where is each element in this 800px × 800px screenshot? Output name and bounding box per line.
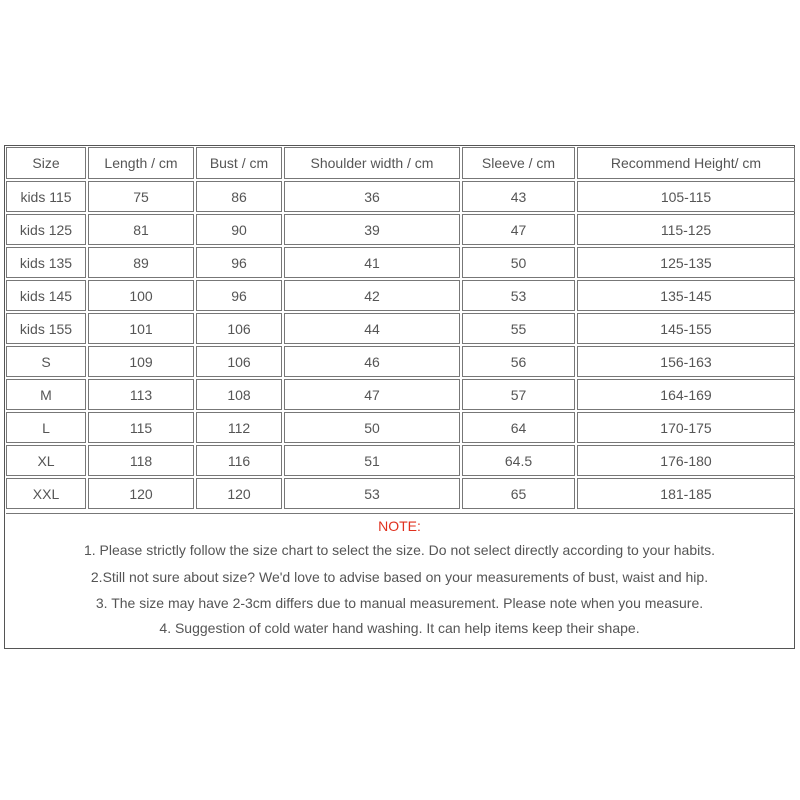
cell-shoulder-width: 36 — [284, 181, 460, 212]
table-row — [6, 181, 795, 212]
cell-bust: 96 — [196, 280, 282, 311]
table-row — [6, 445, 795, 476]
cell-shoulder-width: 46 — [284, 346, 460, 377]
table-row — [6, 478, 795, 509]
header-sleeve: Sleeve / cm — [462, 147, 575, 179]
header-shoulder-width: Shoulder width / cm — [284, 147, 460, 179]
header-recommend-height: Recommend Height/ cm — [577, 147, 795, 179]
table-row — [6, 412, 795, 443]
cell-recommend-height: 176-180 — [577, 445, 795, 476]
cell-bust: 90 — [196, 214, 282, 245]
cell-recommend-height: 115-125 — [577, 214, 795, 245]
note-line-2: 2.Still not sure about size? We'd love to advise based on your measurements of bust, waist and hip. — [90, 569, 709, 585]
cell-length: 120 — [88, 478, 194, 509]
cell-shoulder-width: 53 — [284, 478, 460, 509]
note-title: NOTE: — [378, 518, 421, 534]
cell-sleeve: 56 — [462, 346, 575, 377]
cell-length: 81 — [88, 214, 194, 245]
cell-bust: 108 — [196, 379, 282, 410]
cell-recommend-height: 145-155 — [577, 313, 795, 344]
table-row — [6, 313, 795, 344]
cell-sleeve: 53 — [462, 280, 575, 311]
cell-size: S — [6, 346, 86, 377]
cell-sleeve: 65 — [462, 478, 575, 509]
cell-size: kids 155 — [6, 313, 86, 344]
cell-length: 89 — [88, 247, 194, 278]
table-row — [6, 247, 795, 278]
cell-sleeve: 55 — [462, 313, 575, 344]
cell-recommend-height: 164-169 — [577, 379, 795, 410]
cell-recommend-height: 156-163 — [577, 346, 795, 377]
cell-shoulder-width: 51 — [284, 445, 460, 476]
header-size: Size — [6, 147, 86, 179]
cell-length: 75 — [88, 181, 194, 212]
cell-bust: 112 — [196, 412, 282, 443]
cell-bust: 120 — [196, 478, 282, 509]
header-bust: Bust / cm — [196, 147, 282, 179]
cell-length: 109 — [88, 346, 194, 377]
cell-recommend-height: 170-175 — [577, 412, 795, 443]
cell-recommend-height: 105-115 — [577, 181, 795, 212]
cell-length: 101 — [88, 313, 194, 344]
cell-size: kids 115 — [6, 181, 86, 212]
cell-recommend-height: 125-135 — [577, 247, 795, 278]
cell-sleeve: 57 — [462, 379, 575, 410]
cell-shoulder-width: 39 — [284, 214, 460, 245]
header-length: Length / cm — [88, 147, 194, 179]
cell-bust: 106 — [196, 346, 282, 377]
table-row — [6, 346, 795, 377]
cell-recommend-height: 135-145 — [577, 280, 795, 311]
table-row — [6, 379, 795, 410]
note-line-4: 4. Suggestion of cold water hand washing. It can help items keep their shape. — [159, 620, 640, 636]
cell-size: kids 135 — [6, 247, 86, 278]
cell-sleeve: 64.5 — [462, 445, 575, 476]
cell-bust: 96 — [196, 247, 282, 278]
cell-bust: 86 — [196, 181, 282, 212]
cell-size: XXL — [6, 478, 86, 509]
cell-shoulder-width: 47 — [284, 379, 460, 410]
cell-shoulder-width: 50 — [284, 412, 460, 443]
cell-shoulder-width: 41 — [284, 247, 460, 278]
cell-size: XL — [6, 445, 86, 476]
cell-recommend-height: 181-185 — [577, 478, 795, 509]
cell-length: 100 — [88, 280, 194, 311]
cell-bust: 116 — [196, 445, 282, 476]
table-row — [6, 280, 795, 311]
cell-length: 118 — [88, 445, 194, 476]
cell-shoulder-width: 44 — [284, 313, 460, 344]
cell-sleeve: 47 — [462, 214, 575, 245]
cell-sleeve: 64 — [462, 412, 575, 443]
cell-sleeve: 50 — [462, 247, 575, 278]
size-chart-table — [4, 145, 797, 511]
cell-sleeve: 43 — [462, 181, 575, 212]
note-line-1: 1. Please strictly follow the size chart to select the size. Do not select directly according to your habits. — [83, 542, 716, 558]
cell-size: kids 145 — [6, 280, 86, 311]
cell-size: M — [6, 379, 86, 410]
cell-size: L — [6, 412, 86, 443]
cell-shoulder-width: 42 — [284, 280, 460, 311]
notes-section — [6, 513, 793, 641]
table-header-row — [6, 147, 795, 179]
note-line-3: 3. The size may have 2-3cm differs due to manual measurement. Please note when you measure. — [95, 595, 704, 611]
cell-size: kids 125 — [6, 214, 86, 245]
cell-length: 113 — [88, 379, 194, 410]
table-row — [6, 214, 795, 245]
cell-length: 115 — [88, 412, 194, 443]
cell-bust: 106 — [196, 313, 282, 344]
